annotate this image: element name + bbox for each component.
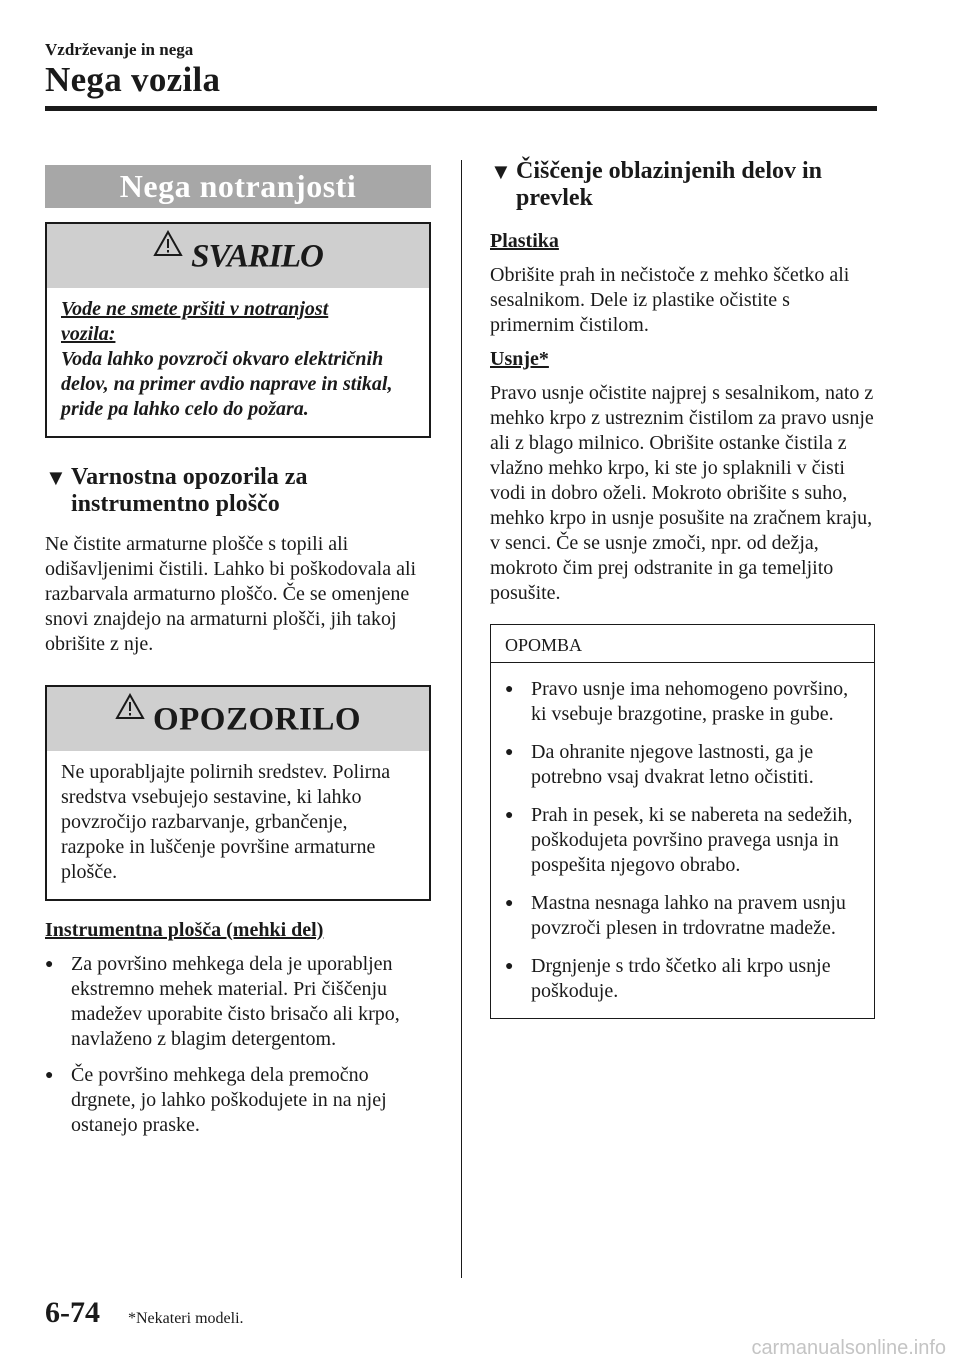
subheading-instrument-panel	[45, 464, 431, 518]
section-title: Nega notranjosti	[45, 165, 431, 208]
instrument-bullets	[45, 952, 431, 1138]
list-item: ● Drgnjenje s trdo ščetko ali krpo usnje poškoduje.	[505, 955, 831, 1002]
note-bullets	[505, 677, 860, 1004]
instrument-label: Instrumentna plošča (mehki del)	[45, 919, 324, 941]
warning-triangle-icon	[115, 684, 145, 748]
instrument-paragraph: Ne čistite armaturne plošče s topili ali odišavljenimi čistili. Lahko bi poškodovala ali razbarvala armaturno ploščo. Če se omenjene snovi znajdejo na armaturni plošči, jih takoj obrišite z nje.	[45, 533, 417, 655]
note-label: OPOMBA	[491, 625, 874, 663]
list-item: ● Pravo usnje ima nehomogeno površino, ki vsebuje brazgotine, praske in gube.	[505, 678, 849, 725]
warning-box	[45, 222, 431, 438]
leather-label: Usnje*	[490, 348, 549, 370]
bullet-dot-icon: ●	[505, 959, 514, 974]
warning-body	[47, 288, 429, 436]
leather-text: Pravo usnje očistite najprej s sesalnikom, nato z mehko krpo z ustreznim čistilom za pravo usnje ali z blago milnico. Obrišite ostanke čistila z vlažno mehko krpo, ki ste jo splaknili v čisti vodi in dobro oželi. Mokroto obrišite s suho, mehko krpo in usnje posušite na zračnem kraju, v senci. Če se usnje zmoči, npr. od dežja, mokroto čim prej odstranite in ga temeljito posušite.	[490, 382, 874, 604]
page-number: 6-74	[45, 1296, 100, 1329]
bullet-dot-icon: ●	[45, 1068, 54, 1083]
triangle-down-icon: ▼	[45, 465, 67, 490]
note-body	[491, 663, 874, 1018]
warning-header	[47, 224, 429, 288]
column-divider	[461, 160, 462, 1278]
header-rule	[45, 106, 877, 111]
left-column	[45, 165, 431, 1138]
bullet-dot-icon: ●	[505, 745, 514, 760]
right-column	[490, 158, 875, 1019]
bullet-dot-icon: ●	[505, 808, 514, 823]
subheading-upholstery	[490, 158, 875, 212]
breadcrumb: Vzdrževanje in nega	[45, 40, 194, 59]
list-item: ● Prah in pesek, ki se nabereta na sedežih, poškodujeta površino pravega usnja in pospešita njegovo obrabo.	[505, 804, 853, 876]
warning-text: Voda lahko povzroči okvaro električnih delov, na primer avdio naprave in stikal, pride pa lahko celo do požara.	[61, 348, 393, 420]
note-box	[490, 624, 875, 1019]
watermark: carmanualsonline.info	[751, 1337, 946, 1359]
bullet-dot-icon: ●	[505, 682, 514, 697]
subheading-text: Čiščenje oblazinjenih delov in prevlek	[516, 158, 823, 211]
caution-text: Ne uporabljajte polirnih sredstev. Polirna sredstva vsebujejo sestavine, ki lahko povzročijo razbarvanje, grbančenje, razpoke in luščenje površine armaturne plošče.	[61, 761, 391, 883]
plastic-text: Obrišite prah in nečistoče z mehko ščetko ali sesalnikom. Dele iz plastike očistite s primernim čistilom.	[490, 264, 850, 336]
warning-line-2: vozila:	[61, 323, 116, 345]
subheading-text: Varnostna opozorila za instrumentno ploščo	[71, 464, 308, 517]
list-item: ● Za površino mehkega dela je uporabljen ekstremno mehek material. Pri čiščenju madežev uporabite čisto brisačo ali krpo, navlaženo z blagim detergentom.	[45, 953, 400, 1050]
page-title: Nega vozila	[45, 60, 221, 99]
plastic-label: Plastika	[490, 230, 559, 252]
caution-label: OPOZORILO	[152, 701, 362, 738]
caution-header	[47, 687, 429, 751]
list-item: ● Mastna nesnaga lahko na pravem usnju povzroči plesen in trdovratne madeže.	[505, 892, 846, 939]
warning-label: SVARILO	[191, 238, 323, 275]
warning-line-1: Vode ne smete pršiti v notranjost	[61, 298, 329, 320]
list-item: ● Da ohranite njegove lastnosti, ga je potrebno vsaj dvakrat letno očistiti.	[505, 741, 814, 788]
triangle-down-icon: ▼	[490, 159, 512, 184]
footnote: *Nekateri modeli.	[128, 1310, 244, 1327]
list-item: ● Če površino mehkega dela premočno drgnete, jo lahko poškodujete in na njej ostanejo praske.	[45, 1064, 387, 1136]
bullet-dot-icon: ●	[505, 896, 514, 911]
warning-triangle-icon	[153, 221, 183, 285]
bullet-dot-icon: ●	[45, 957, 54, 972]
caution-box	[45, 685, 431, 901]
